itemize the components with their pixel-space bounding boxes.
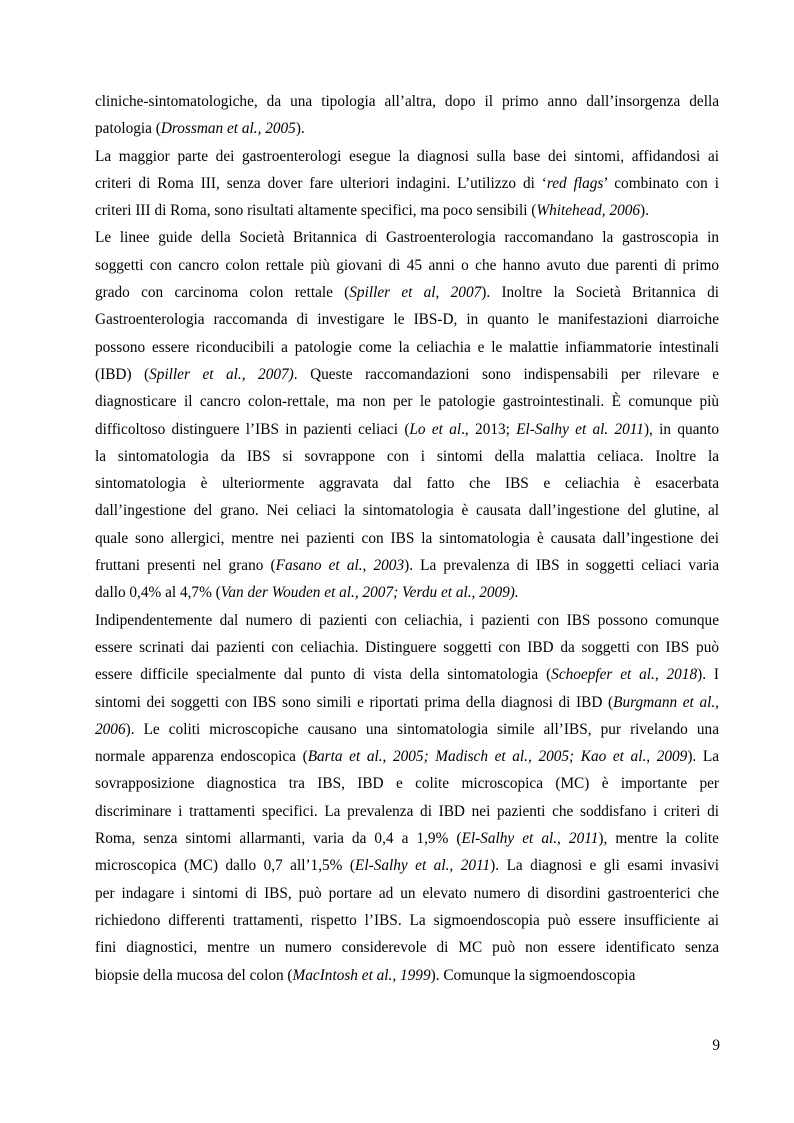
text-run: ), mentre la colite xyxy=(598,830,719,848)
text-run: dall’ingestione del grano. Nei celiaci la sintomatologia è causata dall’ingestione del glutine, al xyxy=(95,502,719,520)
text-line xyxy=(95,907,719,934)
text-run: grado con carcinoma colon rettale ( xyxy=(95,284,350,302)
paragraph-4 xyxy=(95,607,719,989)
text-run: ), in quanto xyxy=(643,420,719,438)
citation: El-Salhy et al., 2011 xyxy=(355,857,491,875)
page-number: 9 xyxy=(712,1037,720,1054)
text-run: criteri di Roma III, senza dover fare ulteriori indagini. L’utilizzo di ‘ xyxy=(95,174,547,192)
text-run: essere difficile specialmente dal punto di vista della sintomatologia ( xyxy=(95,666,552,684)
text-run: fruttani presenti nel grano ( xyxy=(95,557,276,575)
text-run: ). La xyxy=(687,748,719,766)
text-line xyxy=(95,607,719,634)
text-run: possono essere riconducibili a patologie come la celiachia e le malattie infiammatorie intestinali xyxy=(95,338,719,356)
paragraph-1 xyxy=(95,88,719,143)
text-line xyxy=(95,279,719,306)
text-run: Gastroenterologia raccomanda di investigare le IBS-D, in quanto le manifestazioni diarroiche xyxy=(95,311,719,329)
citation: Spiller et al., 2007) xyxy=(149,365,294,383)
text-line xyxy=(95,579,719,606)
text-run: ). I xyxy=(697,666,719,684)
text-run: ). xyxy=(295,120,305,138)
text-run: diagnosticare il cancro colon-rettale, ma non per le patologie gastrointestinali. È comunque più xyxy=(95,393,719,411)
text-line xyxy=(95,770,719,797)
text-run: fini diagnostici, mentre un numero considerevole di MC può non essere identificato senza xyxy=(95,939,719,957)
text-line xyxy=(95,388,719,415)
text-run: Roma, senza sintomi allarmanti, varia da 0,4 a 1,9% ( xyxy=(95,830,462,848)
text-run: difficoltoso distinguere l’IBS in pazienti celiaci ( xyxy=(95,420,410,438)
text-run: dallo 0,4% al 4,7% ( xyxy=(95,584,221,602)
text-line xyxy=(95,361,719,388)
text-line xyxy=(95,115,719,142)
text-line xyxy=(95,716,719,743)
text-run: biopsie della mucosa del colon ( xyxy=(95,966,293,984)
text-run: richiedono differenti trattamenti, rispetto l’IBS. La sigmoendoscopia può essere insufficiente ai xyxy=(95,911,719,929)
text-line xyxy=(95,552,719,579)
citation: MacIntosh et al., 1999 xyxy=(292,966,431,984)
text-run: La maggior parte dei gastroenterologi esegue la diagnosi sulla base dei sintomi, affidandosi ai xyxy=(95,147,719,165)
citation: Barta et al., 2005; Madisch et al., 2005; Kao et al., 2009 xyxy=(307,748,688,766)
text-line xyxy=(95,934,719,961)
text-line xyxy=(95,143,719,170)
text-run: . Queste raccomandazioni sono indispensabili per rilevare e xyxy=(293,365,719,383)
citation: El-Salhy et al., 2011 xyxy=(461,830,599,848)
citation: Drossman et al., 2005 xyxy=(160,120,296,138)
text-run: Le linee guide della Società Britannica di Gastroenterologia raccomandano la gastroscopia in xyxy=(95,229,719,247)
text-run: ., 2013; xyxy=(461,420,517,438)
text-run: microscopica (MC) dallo 0,7 all’1,5% ( xyxy=(95,857,355,875)
text-run: ). La diagnosi e gli esami invasivi xyxy=(490,857,719,875)
text-run: Indipendentemente dal numero di pazienti con celiachia, i pazienti con IBS possono comunque xyxy=(95,611,719,629)
citation: Spiller et al, 2007 xyxy=(349,284,482,302)
text-run: patologia ( xyxy=(95,120,161,138)
citation: Burgmann et al., xyxy=(613,693,719,711)
paragraph-3 xyxy=(95,224,719,606)
text-run: cliniche-sintomatologiche, da una tipologia all’altra, dopo il primo anno dall’insorgenza della xyxy=(95,93,719,110)
text-run: normale apparenza endoscopica ( xyxy=(95,748,308,766)
text-line xyxy=(95,689,719,716)
text-run: soggetti con cancro colon rettale più giovani di 45 anni o che hanno avuto due parenti di primo xyxy=(95,256,719,274)
text-line xyxy=(95,880,719,907)
text-line xyxy=(95,962,719,989)
text-run: sovrapposizione diagnostica tra IBS, IBD e colite microscopica (MC) è importante per xyxy=(95,775,719,793)
text-line xyxy=(95,443,719,470)
text-line xyxy=(95,798,719,825)
citation: red flags xyxy=(546,174,604,192)
citation: El-Salhy et al. 2011 xyxy=(516,420,644,438)
text-run: criteri III di Roma, sono risultati altamente specifici, ma poco sensibili ( xyxy=(95,202,537,220)
text-run: sintomi dei soggetti con IBS sono simili e riportati prima della diagnosi di IBD ( xyxy=(95,693,614,711)
text-line xyxy=(95,224,719,251)
text-run: ). Inoltre la Società Britannica di xyxy=(481,284,719,302)
citation: 2006 xyxy=(95,720,126,738)
citation: Fasano et al., 2003 xyxy=(275,557,405,575)
text-run: essere scrinati dai pazienti con celiachia. Distinguere soggetti con IBD da soggetti con IBS può xyxy=(95,638,719,656)
text-line xyxy=(95,634,719,661)
text-run: ). Le coliti microscopiche causano una sintomatologia simile all’IBS, pur rivelando una xyxy=(125,720,719,738)
text-line xyxy=(95,334,719,361)
text-line xyxy=(95,416,719,443)
text-run: quale sono allergici, mentre nei pazienti con IBS la sintomatologia è causata dall’ingestione dei xyxy=(95,529,719,547)
text-line xyxy=(95,743,719,770)
text-line xyxy=(95,197,719,224)
text-run: ). xyxy=(640,202,649,220)
text-line xyxy=(95,497,719,524)
text-line xyxy=(95,470,719,497)
document-body xyxy=(95,88,719,989)
text-run: discriminare i trattamenti specifici. La prevalenza di IBD nei pazienti che soddisfano i criteri di xyxy=(95,802,719,820)
paragraph-2 xyxy=(95,143,719,225)
text-run: ). Comunque la sigmoendoscopia xyxy=(430,966,636,984)
text-run: sintomatologia è ulteriormente aggravata dal fatto che IBS e celiachia è esacerbata xyxy=(95,475,719,493)
text-line xyxy=(95,252,719,279)
citation: Schoepfer et al., 2018 xyxy=(551,666,698,684)
citation: Lo et al xyxy=(409,420,462,438)
text-run: la sintomatologia da IBS si sovrappone con i sintomi della malattia celiaca. Inoltre la xyxy=(95,447,719,465)
text-line xyxy=(95,661,719,688)
text-run: ). La prevalenza di IBS in soggetti celiaci varia xyxy=(404,557,719,575)
text-line xyxy=(95,825,719,852)
text-run: (IBD) ( xyxy=(95,365,150,383)
text-line xyxy=(95,852,719,879)
text-run: ’ combinato con i xyxy=(603,174,719,192)
text-line xyxy=(95,525,719,552)
text-line xyxy=(95,88,719,115)
text-run: per indagare i sintomi di IBS, può portare ad un elevato numero di disordini gastroenterici che xyxy=(95,884,719,902)
citation: Whitehead, 2006 xyxy=(536,202,641,220)
text-line xyxy=(95,170,719,197)
text-line xyxy=(95,306,719,333)
citation: Van der Wouden et al., 2007; Verdu et al., 2009). xyxy=(220,584,519,602)
